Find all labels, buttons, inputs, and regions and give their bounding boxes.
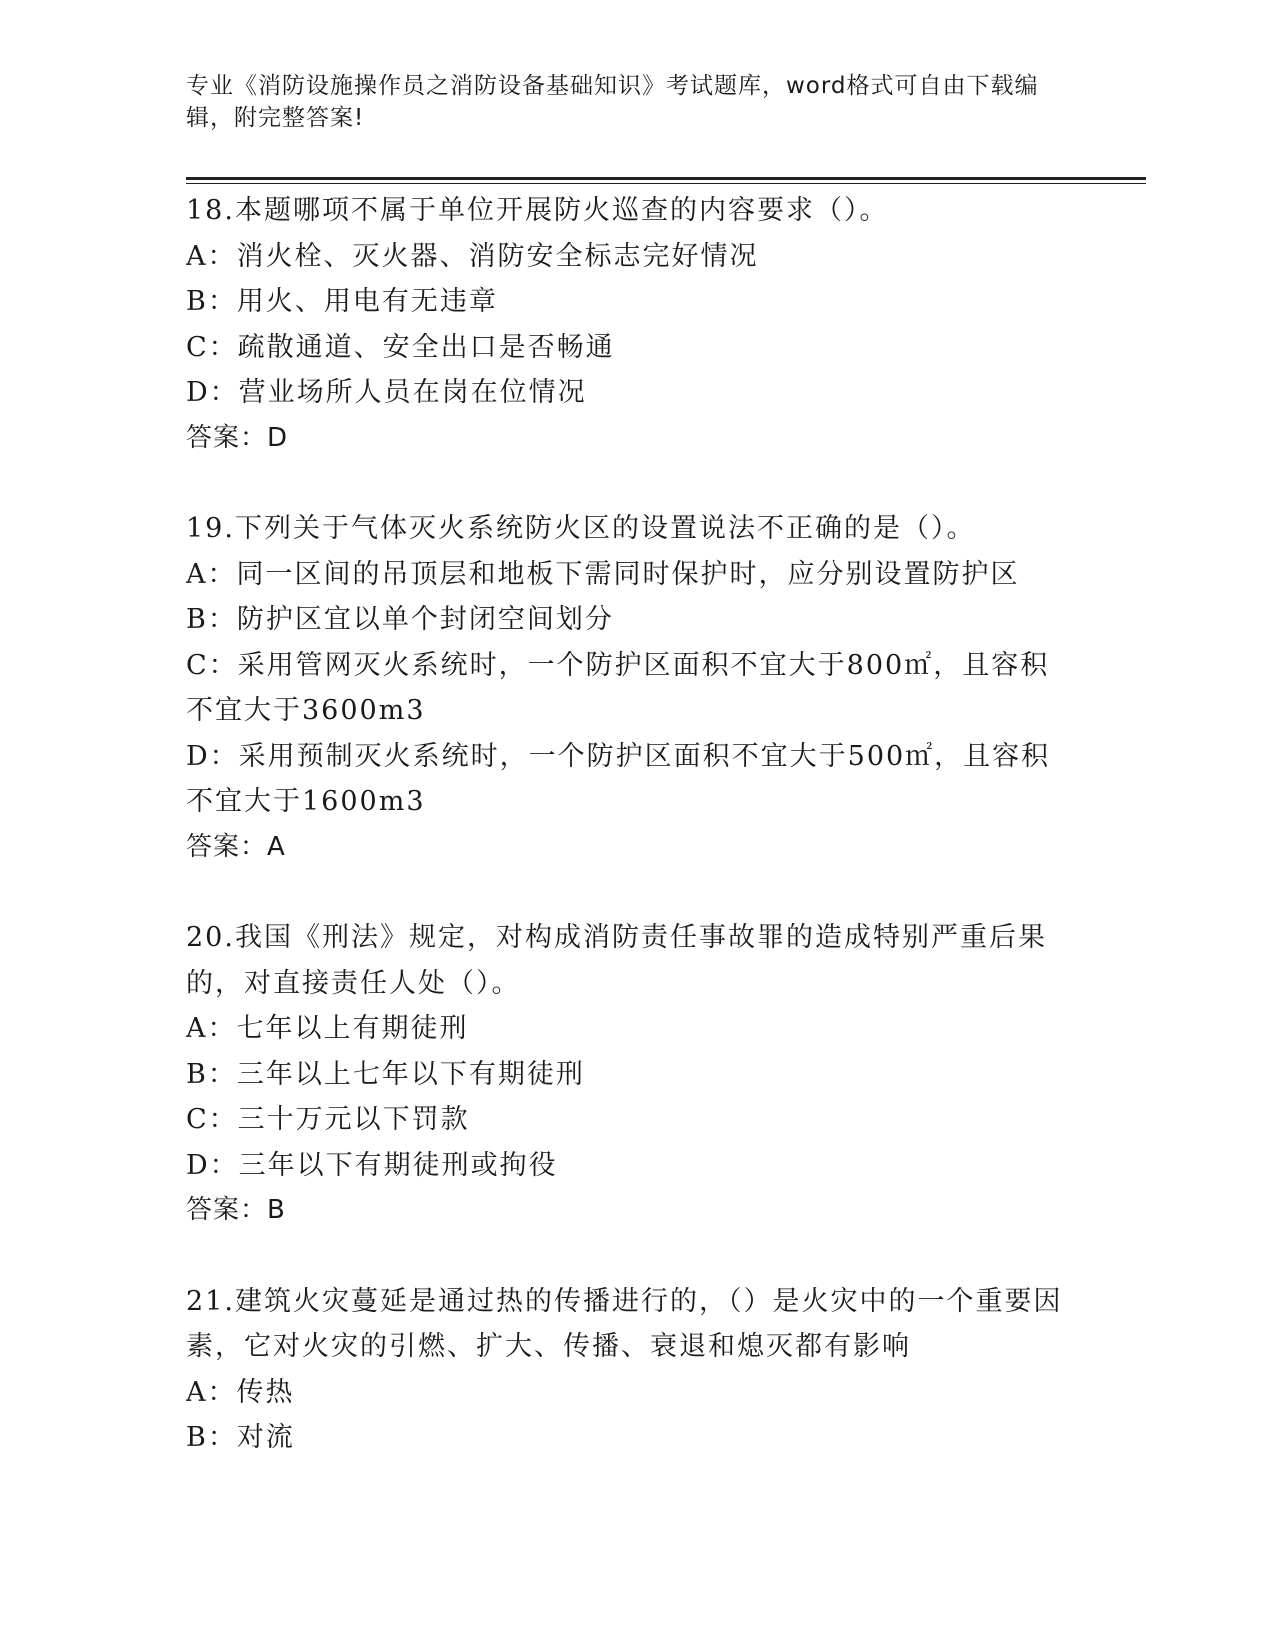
question-list — [186, 188, 1066, 1461]
question-20 — [186, 915, 1066, 1234]
header-rule-thick — [186, 177, 1146, 180]
option-b: B：三年以上七年以下有期徒刑 — [186, 1058, 585, 1090]
option-d: D：采用预制灭火系统时，一个防护区面积不宜大于500㎡，且容积不宜大于1600m3 — [186, 740, 1051, 817]
option-a: A：七年以上有期徒刑 — [186, 1013, 469, 1044]
header-rule-thin — [186, 183, 1146, 184]
option-a: A：同一区间的吊顶层和地板下需同时保护时，应分别设置防护区 — [186, 558, 1020, 590]
option-d: D：营业场所人员在岗在位情况 — [186, 377, 587, 408]
answer-line: 答案：A — [186, 831, 286, 862]
option-c: C：三十万元以下罚款 — [186, 1104, 470, 1135]
option-c: C：疏散通道、安全出口是否畅通 — [186, 331, 615, 363]
option-b: B：防护区宜以单个封闭空间划分 — [186, 604, 614, 635]
question-stem: 19.下列关于气体灭火系统防火区的设置说法不正确的是（）。 — [186, 513, 976, 544]
answer-line: 答案：D — [186, 422, 289, 453]
question-19 — [186, 506, 1066, 870]
question-stem: 20.我国《刑法》规定，对构成消防责任事故罪的造成特别严重后果的，对直接责任人处（）。 — [186, 922, 1047, 999]
option-b: B：用火、用电有无违章 — [186, 286, 498, 317]
option-a: A：传热 — [186, 1376, 295, 1408]
question-stem: 18.本题哪项不属于单位开展防火巡查的内容要求（）。 — [186, 195, 889, 226]
question-stem: 21.建筑火灾蔓延是通过热的传播进行的，（）是火灾中的一个重要因素，它对火灾的引燃、扩大、传播、衰退和熄灭都有影响 — [186, 1285, 1063, 1362]
option-a: A：消火栓、灭火器、消防安全标志完好情况 — [186, 240, 759, 272]
question-18 — [186, 188, 1066, 461]
option-d: D：三年以下有期徒刑或拘役 — [186, 1149, 558, 1181]
option-c: C：采用管网灭火系统时，一个防护区面积不宜大于800㎡，且容积不宜大于3600m3 — [186, 649, 1050, 726]
answer-line: 答案：B — [186, 1195, 286, 1225]
document-header: 专业《消防设施操作员之消防设备基础知识》考试题库，word格式可自由下载编辑，附完整答案! — [186, 73, 1039, 131]
question-21 — [186, 1279, 1066, 1461]
option-b: B：对流 — [186, 1422, 295, 1453]
